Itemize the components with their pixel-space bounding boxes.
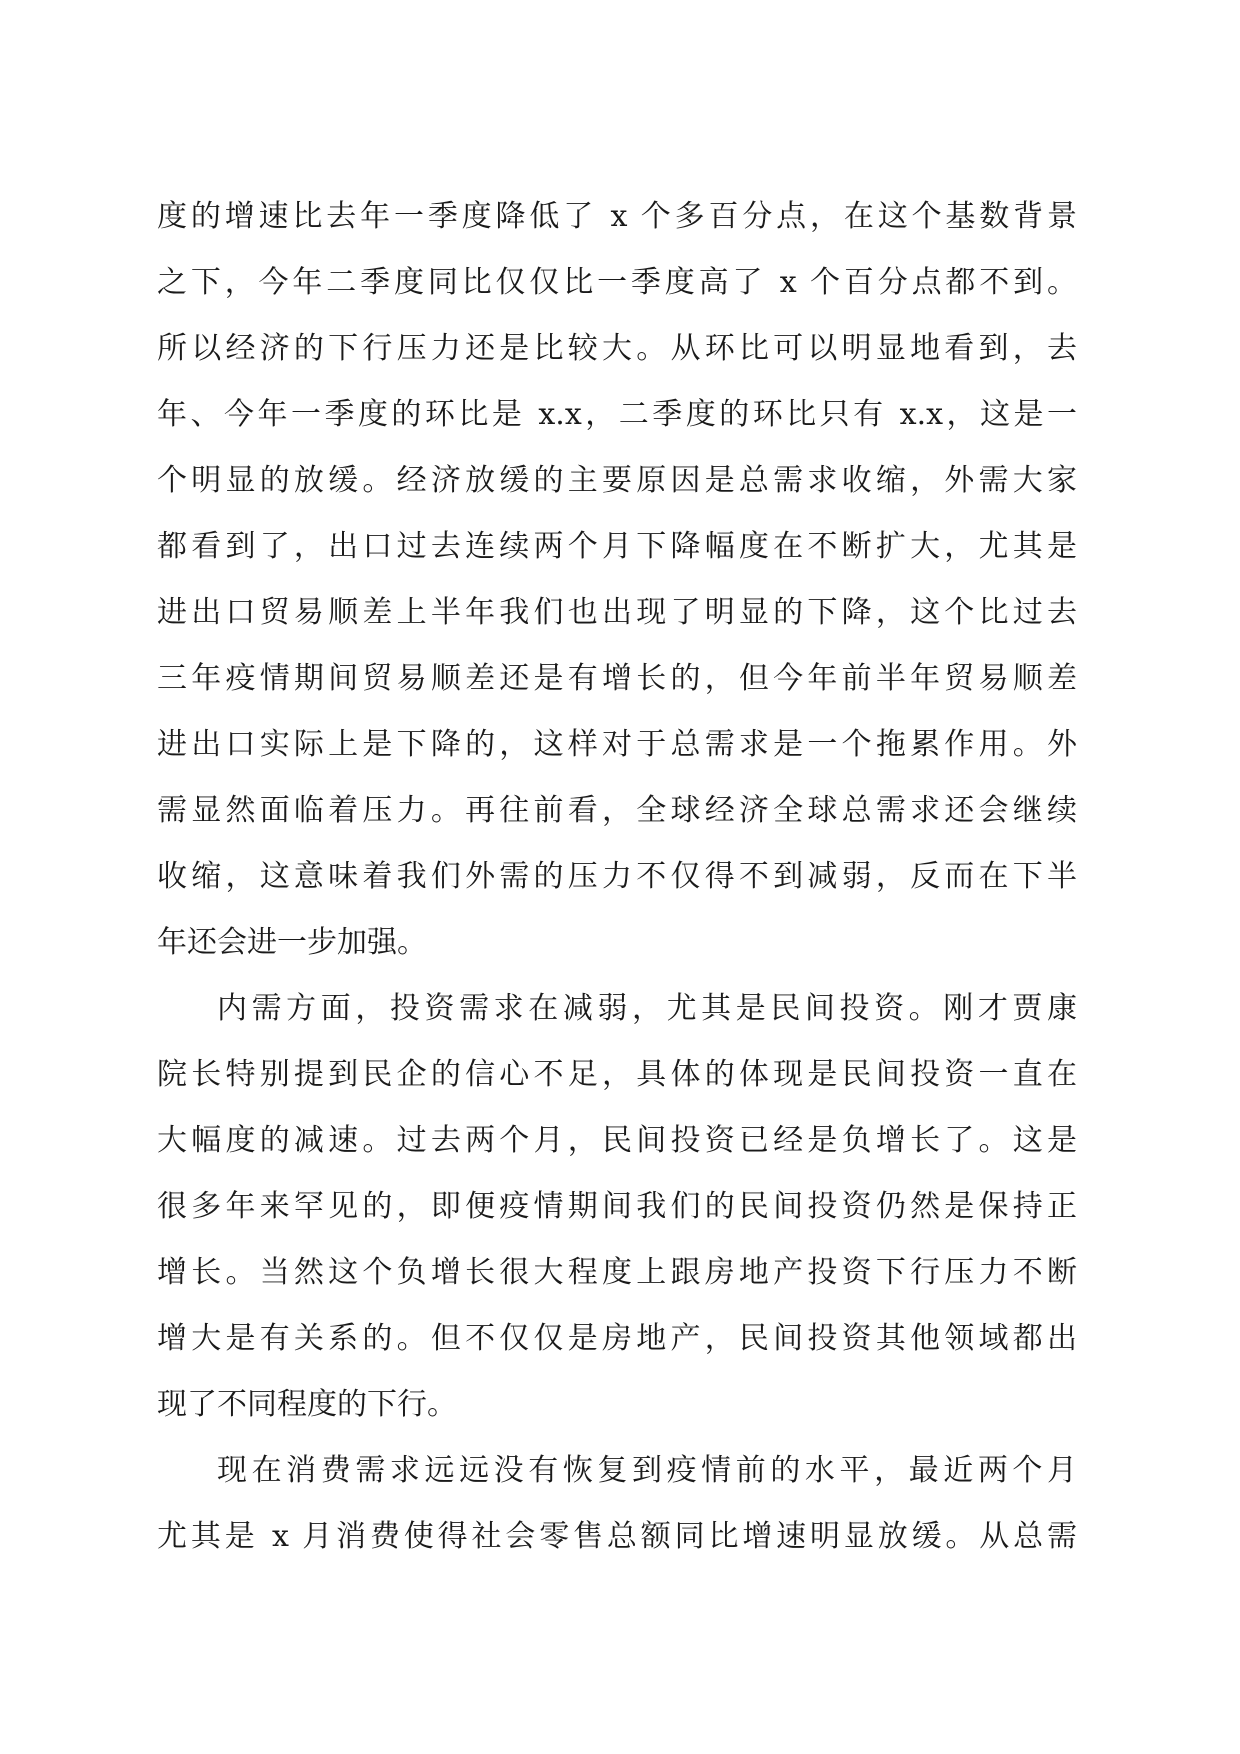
text-line: 需显然面临着压力。再往前看，全球经济全球总需求还会继续	[157, 793, 1077, 828]
text-line: 进出口实际上是下降的，这样对于总需求是一个拖累作用。外	[157, 727, 1077, 762]
text-line: 增大是有关系的。但不仅仅是房地产，民间投资其他领域都出	[157, 1321, 1077, 1356]
text-line: 尤其是 x 月消费使得社会零售总额同比增速明显放缓。从总需	[157, 1519, 1077, 1554]
paragraph-start-line: 现在消费需求远远没有恢复到疫情前的水平，最近两个月	[217, 1453, 1077, 1488]
text-line: 院长特别提到民企的信心不足，具体的体现是民间投资一直在	[157, 1057, 1077, 1092]
text-line: 年、今年一季度的环比是 x.x，二季度的环比只有 x.x，这是一	[157, 397, 1077, 432]
text-line: 所以经济的下行压力还是比较大。从环比可以明显地看到，去	[157, 331, 1077, 366]
text-line: 都看到了，出口过去连续两个月下降幅度在不断扩大，尤其是	[157, 529, 1077, 564]
text-line: 收缩，这意味着我们外需的压力不仅得不到减弱，反而在下半	[157, 859, 1077, 894]
text-line: 个明显的放缓。经济放缓的主要原因是总需求收缩，外需大家	[157, 463, 1077, 498]
text-line: 进出口贸易顺差上半年我们也出现了明显的下降，这个比过去	[157, 595, 1077, 630]
text-line: 年还会进一步加强。	[157, 925, 427, 960]
text-line: 度的增速比去年一季度降低了 x 个多百分点，在这个基数背景	[157, 199, 1077, 234]
text-line: 三年疫情期间贸易顺差还是有增长的，但今年前半年贸易顺差	[157, 661, 1077, 696]
text-line: 增长。当然这个负增长很大程度上跟房地产投资下行压力不断	[157, 1255, 1077, 1290]
text-line: 大幅度的减速。过去两个月，民间投资已经是负增长了。这是	[157, 1123, 1077, 1158]
text-line: 很多年来罕见的，即便疫情期间我们的民间投资仍然是保持正	[157, 1189, 1077, 1224]
paragraph-start-line: 内需方面，投资需求在减弱，尤其是民间投资。刚才贾康	[217, 991, 1077, 1026]
text-line: 现了不同程度的下行。	[157, 1387, 457, 1422]
text-line: 之下，今年二季度同比仅仅比一季度高了 x 个百分点都不到。	[157, 265, 1077, 300]
